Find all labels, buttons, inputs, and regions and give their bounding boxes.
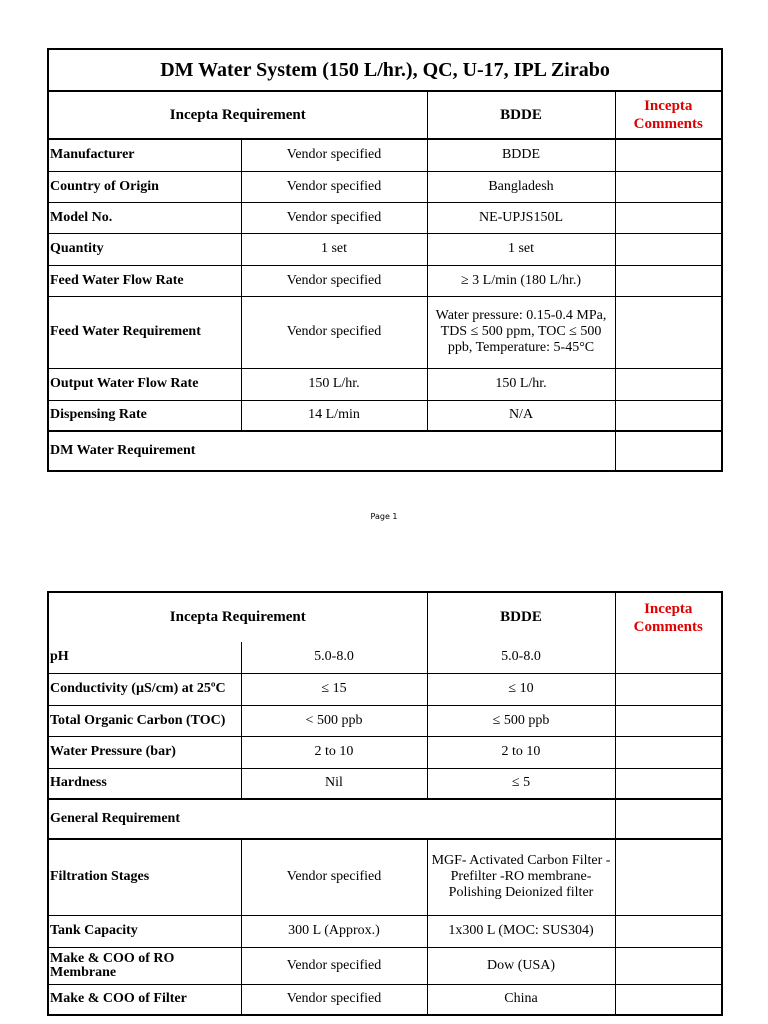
vendor-cell: Dow (USA): [427, 947, 615, 984]
section-heading: DM Water Requirement: [48, 431, 615, 471]
header-incepta-comments: Incepta Comments: [615, 91, 722, 139]
vendor-cell: N/A: [427, 400, 615, 431]
row-label: Water Pressure (bar): [48, 736, 241, 768]
table-row: [48, 705, 722, 736]
comment-cell: [615, 431, 722, 471]
vendor-cell: 5.0-8.0: [427, 642, 615, 673]
table-row: [48, 642, 722, 673]
requirement-cell: 2 to 10: [241, 736, 427, 768]
vendor-cell: MGF- Activated Carbon Filter -Prefilter -RO membrane-Polishing Deionized filter: [427, 839, 615, 915]
requirement-cell: Vendor specified: [241, 171, 427, 202]
row-label: Dispensing Rate: [48, 400, 241, 431]
table-row: [48, 839, 722, 915]
vendor-cell: ≤ 500 ppb: [427, 705, 615, 736]
section-row: [48, 799, 722, 839]
table-row: [48, 233, 722, 265]
vendor-cell: ≥ 3 L/min (180 L/hr.): [427, 265, 615, 296]
requirement-cell: Vendor specified: [241, 839, 427, 915]
comment-cell: [615, 736, 722, 768]
table-row: [48, 139, 722, 171]
spec-table-1: [47, 48, 723, 472]
requirement-cell: 150 L/hr.: [241, 368, 427, 400]
requirement-cell: < 500 ppb: [241, 705, 427, 736]
comment-cell: [615, 984, 722, 1015]
vendor-cell: 1 set: [427, 233, 615, 265]
comment-cell: [615, 233, 722, 265]
table-row: [48, 915, 722, 947]
header-incepta-requirement: Incepta Requirement: [48, 592, 427, 642]
section-heading: General Requirement: [48, 799, 615, 839]
vendor-cell: NE-UPJS150L: [427, 202, 615, 233]
header-incepta-requirement: Incepta Requirement: [48, 91, 427, 139]
requirement-cell: 14 L/min: [241, 400, 427, 431]
table-row: [48, 400, 722, 431]
row-label: Filtration Stages: [48, 839, 241, 915]
comment-cell: [615, 265, 722, 296]
row-label: Total Organic Carbon (TOC): [48, 705, 241, 736]
requirement-cell: Vendor specified: [241, 984, 427, 1015]
table-row: [48, 202, 722, 233]
table-row: [48, 947, 722, 984]
row-label: Output Water Flow Rate: [48, 368, 241, 400]
requirement-cell: Vendor specified: [241, 202, 427, 233]
row-label: Model No.: [48, 202, 241, 233]
page-number: Page 1: [370, 512, 398, 521]
comment-cell: [615, 368, 722, 400]
vendor-cell: 150 L/hr.: [427, 368, 615, 400]
row-label: Manufacturer: [48, 139, 241, 171]
header-incepta-comments: Incepta Comments: [615, 592, 722, 642]
comment-cell: [615, 673, 722, 705]
requirement-cell: 5.0-8.0: [241, 642, 427, 673]
requirement-cell: Vendor specified: [241, 139, 427, 171]
requirement-cell: Vendor specified: [241, 265, 427, 296]
requirement-cell: 1 set: [241, 233, 427, 265]
row-label: Country of Origin: [48, 171, 241, 202]
vendor-cell: 1x300 L (MOC: SUS304): [427, 915, 615, 947]
requirement-cell: Vendor specified: [241, 947, 427, 984]
row-label: Make & COO of RO Membrane: [48, 947, 241, 984]
vendor-cell: Bangladesh: [427, 171, 615, 202]
row-label: pH: [48, 642, 241, 673]
table-row: [48, 984, 722, 1015]
table-row: [48, 368, 722, 400]
row-label: Hardness: [48, 768, 241, 799]
comment-cell: [615, 768, 722, 799]
comment-cell: [615, 296, 722, 368]
requirement-cell: 300 L (Approx.): [241, 915, 427, 947]
vendor-cell: Water pressure: 0.15-0.4 MPa, TDS ≤ 500 ppm, TOC ≤ 500 ppb, Temperature: 5-45°C: [427, 296, 615, 368]
vendor-cell: 2 to 10: [427, 736, 615, 768]
row-label: Make & COO of Filter: [48, 984, 241, 1015]
header-bdde: BDDE: [427, 91, 615, 139]
comment-cell: [615, 947, 722, 984]
vendor-cell: ≤ 5: [427, 768, 615, 799]
table-row: [48, 296, 722, 368]
document-title: DM Water System (150 L/hr.), QC, U-17, IPL Zirabo: [48, 49, 722, 91]
comment-cell: [615, 705, 722, 736]
table-row: [48, 673, 722, 705]
comment-cell: [615, 642, 722, 673]
table-row: [48, 768, 722, 799]
row-label: Tank Capacity: [48, 915, 241, 947]
comment-cell: [615, 171, 722, 202]
comment-cell: [615, 400, 722, 431]
table-row: [48, 265, 722, 296]
row-label: Quantity: [48, 233, 241, 265]
section-row: [48, 431, 722, 471]
row-label: Feed Water Requirement: [48, 296, 241, 368]
requirement-cell: Nil: [241, 768, 427, 799]
header-bdde: BDDE: [427, 592, 615, 642]
row-label: Conductivity (µS/cm) at 25ºC: [48, 673, 241, 705]
spec-table-2: [47, 591, 723, 1016]
vendor-cell: China: [427, 984, 615, 1015]
table-row: [48, 171, 722, 202]
comment-cell: [615, 915, 722, 947]
row-label: Feed Water Flow Rate: [48, 265, 241, 296]
comment-cell: [615, 139, 722, 171]
vendor-cell: ≤ 10: [427, 673, 615, 705]
comment-cell: [615, 202, 722, 233]
comment-cell: [615, 839, 722, 915]
requirement-cell: ≤ 15: [241, 673, 427, 705]
requirement-cell: Vendor specified: [241, 296, 427, 368]
table-row: [48, 736, 722, 768]
vendor-cell: BDDE: [427, 139, 615, 171]
comment-cell: [615, 799, 722, 839]
